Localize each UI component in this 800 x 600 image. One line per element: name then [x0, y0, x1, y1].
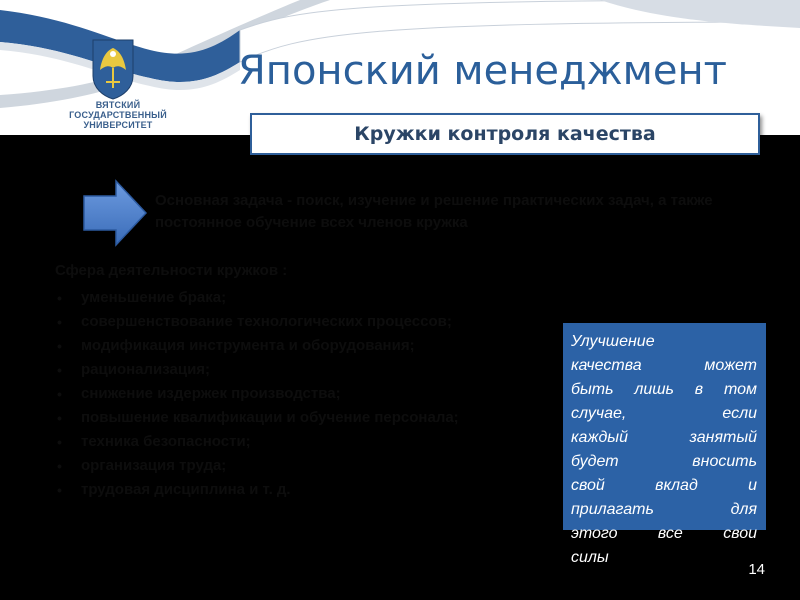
- bullet-icon: •: [57, 338, 62, 354]
- list-item-text: трудовая дисциплина и т. д.: [81, 481, 291, 498]
- bullet-icon: •: [57, 290, 62, 306]
- list-item: [55, 310, 565, 334]
- university-name-line-3: УНИВЕРСИТЕТ: [83, 120, 153, 130]
- list-item-text: модификация инструмента и оборудования;: [81, 337, 415, 354]
- quote-line: будет вносить: [571, 453, 757, 470]
- list-item-text: рационализация;: [81, 361, 211, 378]
- quote-line: силы: [571, 549, 609, 566]
- quote-line: быть лишь в том: [571, 381, 757, 398]
- bullet-icon: •: [57, 386, 62, 402]
- list-item: [55, 382, 565, 406]
- quote-line: случае, если: [571, 405, 757, 422]
- list-item: [55, 454, 565, 478]
- university-name: [58, 100, 178, 130]
- list-item-text: снижение издержек производства;: [81, 385, 341, 402]
- page-number: 14: [748, 561, 765, 578]
- main-task-text: Основная задача - поиск, изучение и решение практических задач, а также постоянное обучение всех членов кружка: [155, 192, 713, 231]
- quote-text: [571, 330, 757, 570]
- quote-line: прилагать для: [571, 501, 757, 518]
- arrow-right-icon: [80, 178, 150, 248]
- subtitle-text: Кружки контроля качества: [354, 123, 656, 145]
- list-item: [55, 430, 565, 454]
- list-item-text: организация труда;: [81, 457, 227, 474]
- list-item: [55, 286, 565, 310]
- bullet-icon: •: [57, 434, 62, 450]
- activity-list: [55, 286, 565, 502]
- bullet-icon: •: [57, 458, 62, 474]
- list-item-text: повышение квалификации и обучение персонала;: [81, 409, 459, 426]
- list-item: [55, 358, 565, 382]
- bullet-icon: •: [57, 362, 62, 378]
- university-name-line-1: ВЯТСКИЙ: [95, 100, 141, 110]
- bullet-icon: •: [57, 482, 62, 498]
- quote-line: свой вклад и: [571, 477, 757, 494]
- page-title: Японский менеджмент: [238, 48, 727, 94]
- bullet-icon: •: [57, 314, 62, 330]
- list-item: [55, 406, 565, 430]
- university-name-line-2: ГОСУДАРСТВЕННЫЙ: [69, 110, 167, 120]
- sphere-heading: Сфера деятельности кружков :: [55, 262, 288, 279]
- list-item-text: техника безопасности;: [81, 433, 251, 450]
- list-item: [55, 334, 565, 358]
- quote-line: этого все свои: [571, 525, 757, 542]
- university-logo: [88, 38, 138, 100]
- list-item-text: уменьшение брака;: [81, 289, 227, 306]
- quote-line: качества может: [571, 357, 757, 374]
- list-item-text: совершенствование технологических процессов;: [81, 313, 452, 330]
- quote-line: каждый занятый: [571, 429, 757, 446]
- bullet-icon: •: [57, 410, 62, 426]
- list-item: [55, 478, 565, 502]
- subtitle-box: [250, 113, 760, 155]
- quote-line: Улучшение: [571, 333, 655, 350]
